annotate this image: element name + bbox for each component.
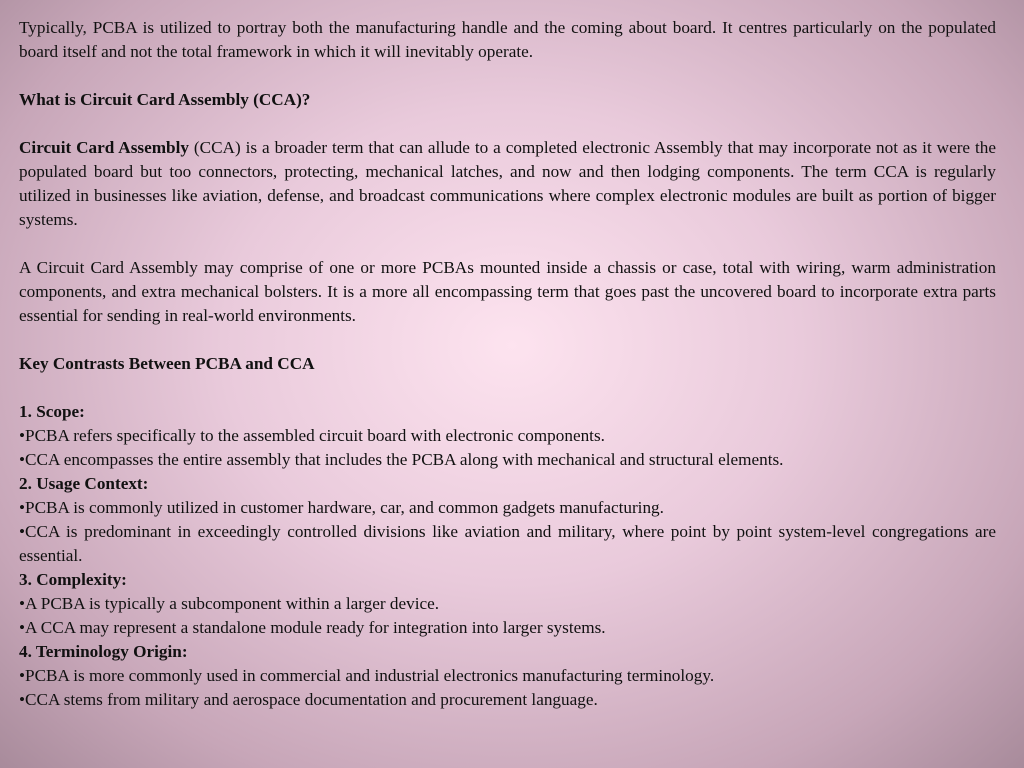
spacer <box>19 328 996 352</box>
cca-paragraph-1-text: (CCA) is a broader term that can allude to a completed electronic Assembly that may incorporate not as it were the populated board but too connectors, protecting, mechanical latches, and now and then lodging components. The term CCA is regularly utilized in businesses like aviation, defense, and broadcast communications where complex electronic modules are built as portion of bigger systems. <box>19 138 996 229</box>
document-body <box>19 16 996 712</box>
list-item: •CCA is predominant in exceedingly controlled divisions like aviation and military, where point by point system-level congregations are essential. <box>19 522 996 565</box>
section-scope <box>19 400 996 472</box>
contrasts-heading: Key Contrasts Between PCBA and CCA <box>19 354 315 373</box>
section-complexity <box>19 568 996 640</box>
section-title: 4. Terminology Origin: <box>19 642 188 661</box>
list-item: •A PCBA is typically a subcomponent within a larger device. <box>19 594 440 613</box>
section-title: 2. Usage Context: <box>19 474 149 493</box>
spacer <box>19 112 996 136</box>
spacer <box>19 376 996 400</box>
cca-paragraph-1 <box>19 136 996 232</box>
list-item: •PCBA is commonly utilized in customer hardware, car, and common gadgets manufacturing. <box>19 498 664 517</box>
intro-paragraph: Typically, PCBA is utilized to portray both the manufacturing handle and the coming about board. It centres particularly on the populated board itself and not the total framework in which it will inevitably operate. <box>19 18 996 61</box>
list-item: •PCBA refers specifically to the assembled circuit board with electronic components. <box>19 426 605 445</box>
cca-paragraph-2: A Circuit Card Assembly may comprise of one or more PCBAs mounted inside a chassis or case, total with wiring, warm administration components, and extra mechanical bolsters. It is a more all encompassing term that goes past the uncovered board to incorporate extra parts essential for sending in real-world environments. <box>19 258 996 325</box>
section-title: 1. Scope: <box>19 402 85 421</box>
cca-heading: What is Circuit Card Assembly (CCA)? <box>19 90 311 109</box>
section-title: 3. Complexity: <box>19 570 127 589</box>
list-item: •A CCA may represent a standalone module ready for integration into larger systems. <box>19 618 606 637</box>
section-usage-context <box>19 472 996 568</box>
spacer <box>19 232 996 256</box>
list-item: •PCBA is more commonly used in commercial and industrial electronics manufacturing terminology. <box>19 666 715 685</box>
section-terminology-origin <box>19 640 996 712</box>
list-item: •CCA encompasses the entire assembly that includes the PCBA along with mechanical and structural elements. <box>19 450 784 469</box>
list-item: •CCA stems from military and aerospace documentation and procurement language. <box>19 690 598 709</box>
cca-term-bold: Circuit Card Assembly <box>19 138 189 157</box>
spacer <box>19 64 996 88</box>
